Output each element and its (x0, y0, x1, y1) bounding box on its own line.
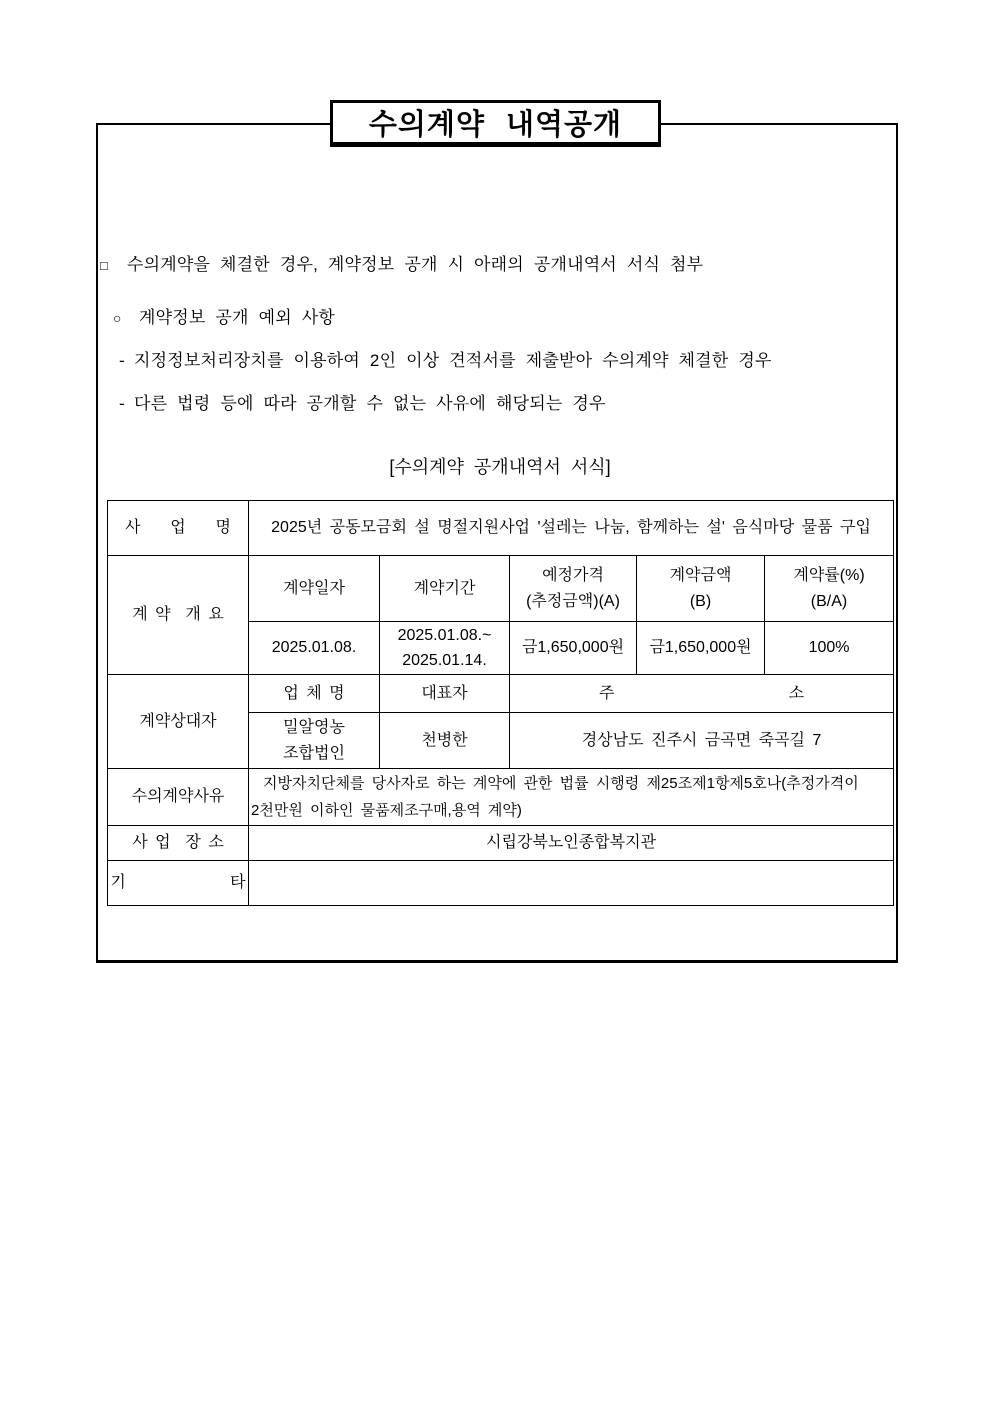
company-header-cell: 업 체 명 (249, 675, 380, 713)
address-header-cell (510, 675, 894, 713)
title-box (330, 100, 661, 147)
table-row (108, 861, 894, 906)
contract-period-value-cell (380, 622, 510, 675)
contract-amount-value-cell: 금1,650,000원 (637, 622, 765, 675)
table-row (108, 675, 894, 713)
estimated-price-header-line1: 예정가격 (542, 566, 604, 584)
table-row (108, 501, 894, 556)
contract-rate-header-cell (765, 556, 894, 622)
table-row (108, 769, 894, 826)
note-text: 계약정보 공개 예외 사항 (139, 308, 335, 327)
reason-line2: 2천만원 이하인 물품제조구매,용역 계약) (251, 802, 522, 819)
table-row (108, 826, 894, 861)
company-line2: 조합법인 (283, 744, 345, 762)
page-title: 수의계약 내역공개 (368, 109, 623, 141)
contract-period-line2: 2025.01.14. (402, 652, 487, 669)
contract-rate-value-cell: 100% (765, 622, 894, 675)
square-bullet-icon: □ (100, 258, 109, 273)
estimated-price-header-cell (510, 556, 637, 622)
representative-header-cell: 대표자 (380, 675, 510, 713)
representative-value-cell: 천병한 (380, 713, 510, 769)
address-header-right: 소 (788, 684, 805, 702)
dash-bullet-icon: - (119, 351, 125, 370)
contract-rate-header-line1: 계약률(%) (793, 566, 865, 584)
location-label-cell: 사 업 장 소 (108, 826, 249, 861)
note-text: 지정정보처리장치를 이용하여 2인 이상 견적서를 제출받아 수의계약 체결한 경우 (134, 351, 772, 370)
business-name-label-cell: 사 업 명 (108, 501, 249, 556)
contract-amount-header-line1: 계약금액 (669, 566, 732, 584)
circle-bullet-icon: ○ (113, 310, 122, 326)
note-line-3 (119, 346, 772, 371)
reason-label-cell: 수의계약사유 (108, 769, 249, 826)
contract-date-header-cell: 계약일자 (249, 556, 380, 622)
note-text: 다른 법령 등에 따라 공개할 수 없는 사유에 해당되는 경우 (134, 394, 606, 413)
table-row (108, 556, 894, 622)
company-value-cell (249, 713, 380, 769)
partner-label-cell: 계약상대자 (108, 675, 249, 769)
overview-label-cell: 계 약 개 요 (108, 556, 249, 675)
estimated-price-value-cell: 금1,650,000원 (510, 622, 637, 675)
contract-date-value-cell: 2025.01.08. (249, 622, 380, 675)
contract-period-line1: 2025.01.08.~ (397, 627, 492, 644)
address-value-cell: 경상남도 진주시 금곡면 죽곡길 7 (510, 713, 894, 769)
note-line-2 (113, 303, 335, 328)
estimated-price-header-line2: (추정금액)(A) (526, 592, 620, 610)
reason-line1: 지방자치단체를 당사자로 하는 계약에 관한 법률 시행령 제25조제1항제5호나(추정가격이 (263, 775, 859, 792)
address-header-spread (512, 681, 891, 707)
contract-amount-header-line2: (B) (689, 592, 712, 610)
note-text: 수의계약을 체결한 경우, 계약정보 공개 시 아래의 공개내역서 서식 첨부 (127, 255, 704, 274)
location-value-cell: 시립강북노인종합복지관 (249, 826, 894, 861)
etc-label-cell: 기 타 (108, 861, 249, 906)
contract-rate-header-line2: (B/A) (810, 592, 848, 610)
contract-disclosure-table (107, 500, 894, 906)
etc-value-cell (249, 861, 894, 906)
address-header-left: 주 (599, 684, 615, 702)
company-line1: 밀알영농 (283, 718, 345, 736)
contract-amount-header-cell (637, 556, 765, 622)
reason-value-cell (249, 769, 894, 826)
business-name-value-cell: 2025년 공동모금회 설 명절지원사업 '설레는 나눔, 함께하는 설' 음식마당 물품 구입 (249, 501, 894, 556)
form-caption: [수의계약 공개내역서 서식] (389, 457, 611, 477)
note-line-4 (119, 389, 606, 414)
dash-bullet-icon: - (119, 394, 125, 413)
contract-period-header-cell: 계약기간 (380, 556, 510, 622)
note-line-1 (100, 250, 703, 275)
